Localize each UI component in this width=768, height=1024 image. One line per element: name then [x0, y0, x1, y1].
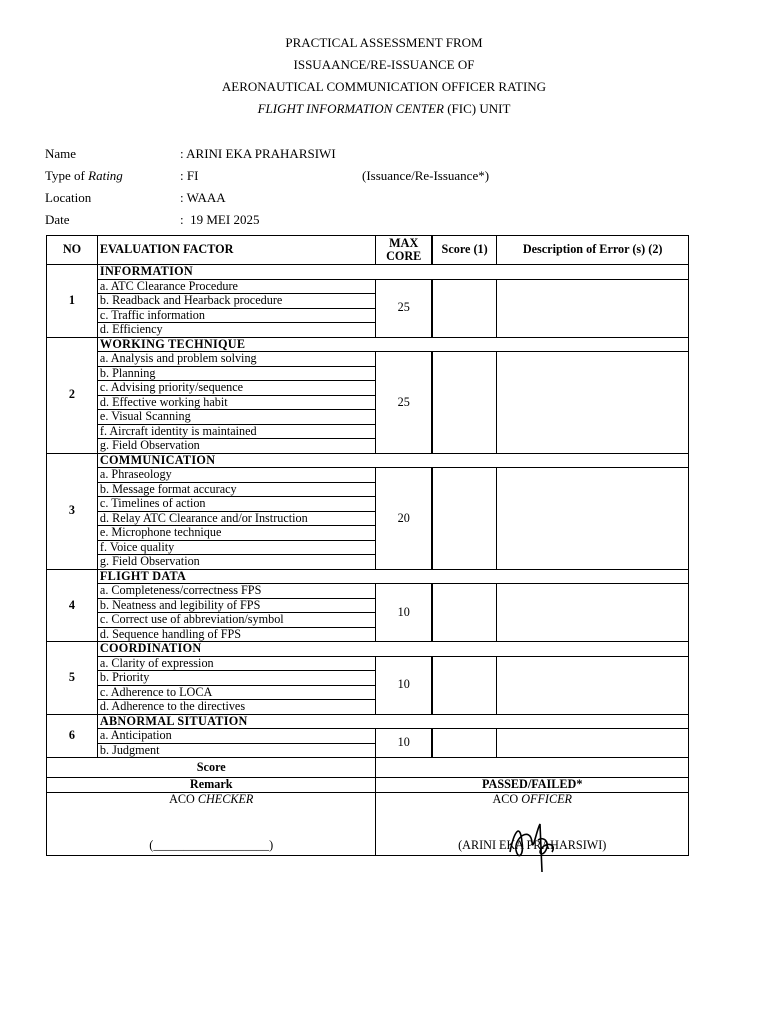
remark-row [47, 778, 689, 793]
header-factor: EVALUATION FACTOR [97, 236, 376, 265]
evaluation-item: c. Timelines of action [97, 497, 376, 512]
max-score-value: 10 [376, 584, 432, 642]
max-score-value: 25 [376, 279, 432, 337]
score-cell[interactable] [432, 584, 497, 642]
evaluation-item: c. Advising priority/sequence [97, 381, 376, 396]
section-title: WORKING TECHNIQUE [97, 337, 688, 352]
evaluation-item: d. Effective working habit [97, 395, 376, 410]
header-max: MAX CORE [376, 236, 432, 265]
max-score-value: 10 [376, 656, 432, 714]
checker-signature-cell [47, 792, 376, 855]
header-line-4-italic: FLIGHT INFORMATION CENTER [257, 101, 444, 116]
max-score-value: 25 [376, 352, 432, 454]
error-description-cell[interactable] [497, 468, 689, 570]
table-row [47, 584, 689, 599]
evaluation-item: g. Field Observation [97, 555, 376, 570]
header-line-2: ISSUAANCE/RE-ISSUANCE OF [293, 57, 475, 72]
score-cell[interactable] [432, 352, 497, 454]
evaluation-item: d. Sequence handling of FPS [97, 627, 376, 642]
section-number: 6 [47, 714, 98, 758]
table-row [47, 468, 689, 483]
date-label: Date [45, 212, 70, 227]
evaluation-item: a. Analysis and problem solving [97, 352, 376, 367]
table-row [47, 656, 689, 671]
location-value: : WAAA [180, 190, 226, 205]
date-value: : 19 MEI 2025 [180, 212, 260, 227]
header-line-3: AERONAUTICAL COMMUNICATION OFFICER RATING [221, 79, 547, 94]
evaluation-item: b. Planning [97, 366, 376, 381]
evaluation-item: b. Judgment [97, 743, 376, 758]
section-number: 4 [47, 569, 98, 642]
max-score-value: 20 [376, 468, 432, 570]
type-note: (Issuance/Re-Issuance*) [362, 168, 490, 183]
type-value: : FI [180, 168, 199, 183]
section-row [47, 337, 689, 352]
error-description-cell[interactable] [497, 584, 689, 642]
evaluation-item: c. Correct use of abbreviation/symbol [97, 613, 376, 628]
table-row [47, 279, 689, 294]
header-line-1: PRACTICAL ASSESSMENT FROM [285, 35, 483, 50]
section-number: 3 [47, 453, 98, 569]
score-cell[interactable] [432, 656, 497, 714]
section-row [47, 453, 689, 468]
evaluation-table [46, 235, 689, 856]
error-description-cell[interactable] [497, 729, 689, 758]
score-cell[interactable] [432, 468, 497, 570]
table-row [47, 729, 689, 744]
header-line-4-rest: (FIC) UNIT [443, 101, 511, 116]
evaluation-item: e. Microphone technique [97, 526, 376, 541]
type-label [45, 168, 123, 184]
section-title: ABNORMAL SITUATION [97, 714, 688, 729]
header-description: Description of Error (s) (2) [497, 236, 689, 265]
location-label: Location [45, 190, 92, 205]
officer-title-italic: OFFICER [521, 791, 573, 806]
evaluation-item: a. Anticipation [97, 729, 376, 744]
section-title: INFORMATION [97, 265, 688, 280]
checker-title [49, 793, 373, 807]
remark-label: Remark [47, 778, 376, 793]
evaluation-item: f. Aircraft identity is maintained [97, 424, 376, 439]
section-row [47, 265, 689, 280]
table-header-row [47, 236, 689, 265]
evaluation-item: b. Neatness and legibility of FPS [97, 598, 376, 613]
name-label: Name [45, 146, 77, 161]
evaluation-item: c. Adherence to LOCA [97, 685, 376, 700]
evaluation-item: d. Relay ATC Clearance and/or Instruction [97, 511, 376, 526]
score-cell[interactable] [432, 729, 497, 758]
type-label-italic: Rating [88, 168, 123, 183]
error-description-cell[interactable] [497, 352, 689, 454]
error-description-cell[interactable] [497, 279, 689, 337]
evaluation-item: e. Visual Scanning [97, 410, 376, 425]
score-label: Score [47, 758, 376, 778]
evaluation-item: b. Priority [97, 671, 376, 686]
section-row [47, 642, 689, 657]
section-title: COORDINATION [97, 642, 688, 657]
error-description-cell[interactable] [497, 656, 689, 714]
table-row [47, 352, 689, 367]
officer-title [378, 793, 686, 807]
evaluation-item: a. ATC Clearance Procedure [97, 279, 376, 294]
total-score-cell[interactable] [376, 758, 689, 778]
signature-row [47, 792, 689, 855]
evaluation-item: d. Efficiency [97, 323, 376, 338]
evaluation-item: b. Message format accuracy [97, 482, 376, 497]
evaluation-item: g. Field Observation [97, 439, 376, 454]
header-line-4 [0, 101, 768, 117]
section-row [47, 569, 689, 584]
signature-image [500, 812, 560, 874]
header-no: NO [47, 236, 98, 265]
officer-name: (ARINI EKA PRAHARSIWI) [458, 838, 607, 852]
evaluation-item: c. Traffic information [97, 308, 376, 323]
section-title: FLIGHT DATA [97, 569, 688, 584]
score-cell[interactable] [432, 279, 497, 337]
evaluation-item: d. Adherence to the directives [97, 700, 376, 715]
checker-name: (___________________) [149, 838, 274, 852]
officer-title-plain: ACO [492, 791, 522, 806]
type-label-plain: Type of [45, 168, 89, 183]
checker-title-italic: CHECKER [197, 791, 254, 806]
evaluation-item: b. Readback and Hearback procedure [97, 294, 376, 309]
evaluation-item: a. Clarity of expression [97, 656, 376, 671]
section-number: 5 [47, 642, 98, 715]
score-row [47, 758, 689, 778]
section-number: 1 [47, 265, 98, 338]
header-score: Score (1) [432, 236, 497, 265]
evaluation-item: f. Voice quality [97, 540, 376, 555]
remark-value: PASSED/FAILED* [376, 778, 689, 793]
section-row [47, 714, 689, 729]
section-number: 2 [47, 337, 98, 453]
evaluation-table-body [47, 236, 689, 856]
name-value: : ARINI EKA PRAHARSIWI [180, 146, 336, 161]
max-score-value: 10 [376, 729, 432, 758]
section-title: COMMUNICATION [97, 453, 688, 468]
checker-title-plain: ACO [169, 791, 198, 806]
evaluation-item: a. Completeness/correctness FPS [97, 584, 376, 599]
evaluation-item: a. Phraseology [97, 468, 376, 483]
